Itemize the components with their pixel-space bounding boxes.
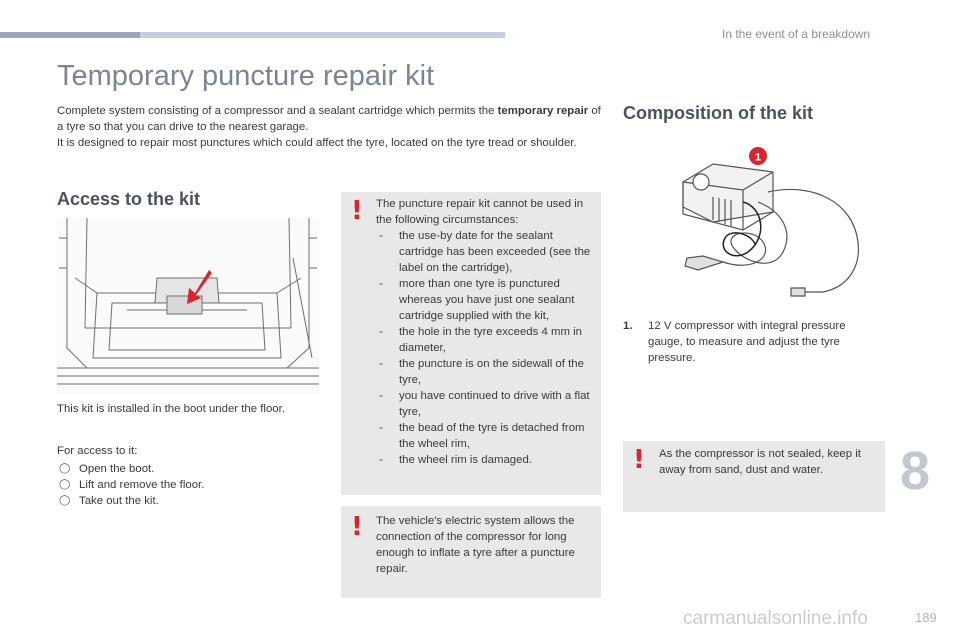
boot-caption: This kit is installed in the boot under the floor. — [57, 403, 285, 415]
warning-intro: The puncture repair kit cannot be used in the following circumstances: — [376, 198, 584, 226]
warning-text: The vehicle's electric system allows the connection of the compressor for long enough to inflate a tyre after a puncture repair. — [376, 515, 575, 575]
header-bar-accent — [0, 32, 140, 38]
list-item: ◯ Take out the kit. — [59, 495, 159, 507]
arrow-bullet-icon: ◯ — [59, 479, 71, 490]
watermark: carmanualsonline.info — [683, 608, 868, 629]
arrow-bullet-icon: ◯ — [59, 463, 71, 474]
list-item: - more than one tyre is punctured whereas you have just one sealant cartridge supplied with the kit, — [379, 278, 575, 322]
intro-paragraph: Complete system consisting of a compressor and a sealant cartridge which permits the temporary repair of a tyre so that you can drive to the nearest garage. It is designed to repair most punctures which could affect the tyre, located on the tyre tread or shoulder. — [57, 105, 601, 149]
circumstances-list — [376, 228, 596, 468]
warning-box-electric — [341, 506, 601, 598]
warning-icon: ! — [633, 445, 645, 475]
list-item: - the wheel rim is damaged. — [379, 454, 532, 466]
kit-item-1: 1. 12 V compressor with integral pressure gauge, to measure and adjust the tyre pressure. — [623, 320, 846, 364]
callout-number: 1 — [754, 151, 762, 164]
access-steps-list — [57, 461, 204, 509]
section-title: In the event of a breakdown — [722, 27, 871, 41]
warning-icon: ! — [351, 512, 363, 542]
composition-heading: Composition of the kit — [623, 103, 813, 123]
list-item: ◯ Lift and remove the floor. — [59, 479, 205, 491]
list-item: - the use-by date for the sealant cartridge has been exceeded (see the label on the cartridge), — [379, 230, 591, 274]
page-title: Temporary puncture repair kit — [57, 60, 435, 92]
warning-text — [376, 196, 596, 468]
warning-box-circumstances — [341, 192, 601, 495]
boot-illustration — [57, 218, 319, 394]
access-steps-intro: For access to it: — [57, 445, 138, 457]
chapter-number: 8 — [900, 441, 931, 501]
list-item: - you have continued to drive with a flat tyre, — [379, 390, 590, 418]
list-item: ◯ Open the boot. — [59, 463, 155, 475]
arrow-bullet-icon: ◯ — [59, 495, 71, 506]
warning-box-sealed — [623, 441, 885, 512]
access-heading: Access to the kit — [57, 189, 201, 209]
list-item: - the puncture is on the sidewall of the tyre, — [379, 358, 584, 386]
warning-icon: ! — [351, 196, 363, 226]
compressor-kit-illustration — [673, 142, 867, 302]
list-item: - the bead of the tyre is detached from the wheel rim, — [379, 422, 585, 450]
page-number: 189 — [915, 610, 937, 625]
warning-text: As the compressor is not sealed, keep it away from sand, dust and water. — [659, 448, 861, 476]
list-item: - the hole in the tyre exceeds 4 mm in diameter, — [379, 326, 582, 354]
